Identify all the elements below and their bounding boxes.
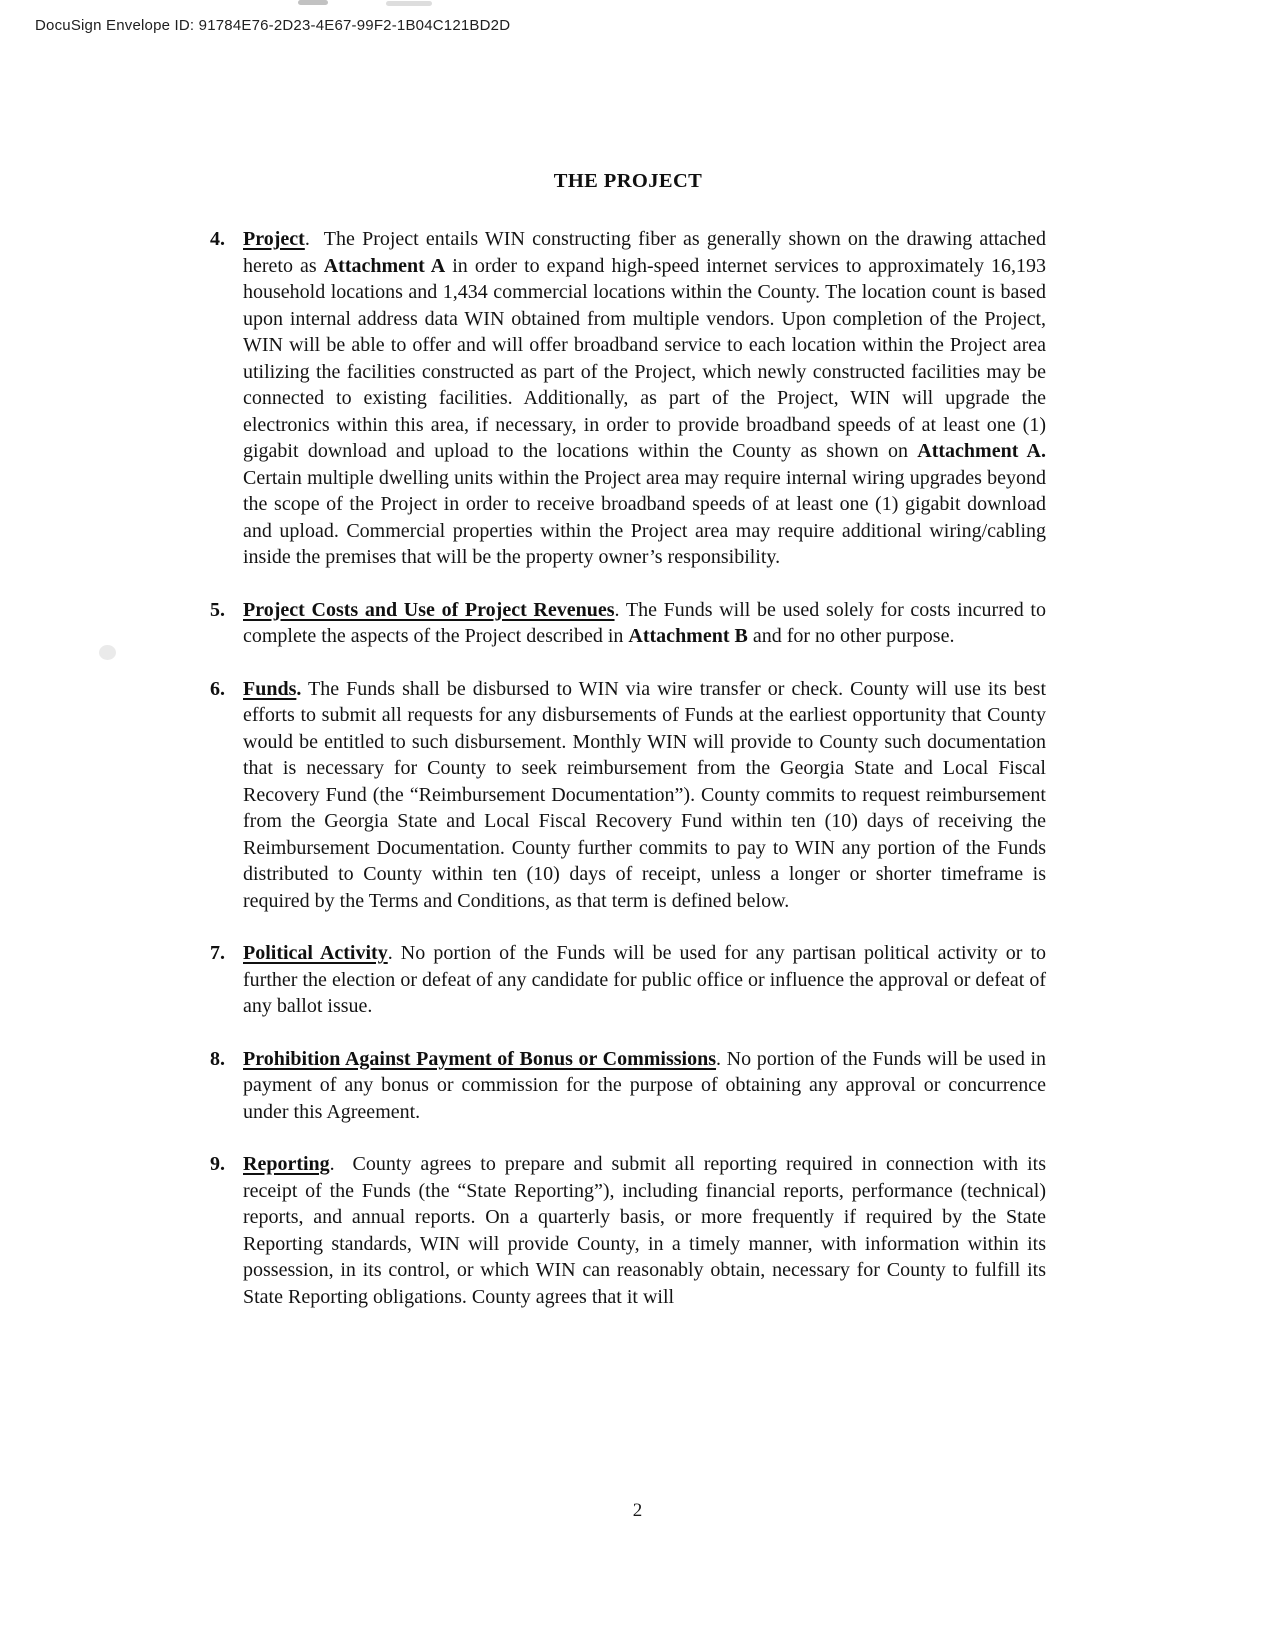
document-body [210, 170, 1046, 1336]
paragraph-bold-text: Attachment B [628, 625, 748, 647]
paragraph-heading: Funds [243, 677, 297, 700]
paragraph-plain-text: The Funds shall be disbursed to WIN via wire transfer or check. County will use its best efforts to submit all requests for any disbursements of Funds at the earliest opportunity that County would be entitled to such disbursement. Monthly WIN will provide to County such documentation that is necessary for County to seek reimbursement from the Georgia State and Local Fiscal Recovery Fund (the “Reimbursement Documentation”). County commits to request reimbursement from the Georgia State and Local Fiscal Recovery Fund within ten (10) days of receiving the Reimbursement Documentation. County further commits to pay to WIN any portion of the Funds distributed to County within ten (10) days of receipt, unless a longer or shorter timeframe is required by the Terms and Conditions, as that term is defined below. [243, 677, 1046, 912]
paragraph-number: 4. [210, 228, 225, 250]
paragraph-number: 7. [210, 942, 225, 964]
document-title: THE PROJECT [553, 170, 703, 192]
paragraph-heading: Project [243, 228, 305, 250]
paragraph-heading: Project Costs and Use of Project Revenues [243, 598, 615, 621]
paragraph [210, 226, 1046, 571]
paragraph-number: 5. [210, 598, 225, 621]
paragraph-text [243, 676, 1046, 915]
paragraph-plain-text: . The Funds will be used solely for costs incurred to complete the aspects of the Project described in [243, 598, 1046, 647]
paragraph-text [243, 1151, 1046, 1310]
paragraph-text [243, 940, 1046, 1020]
page-number: 2 [632, 1500, 643, 1521]
paragraph-bold-text: . [296, 677, 302, 700]
paragraph [210, 1151, 1046, 1310]
scan-artifact [298, 0, 328, 5]
paragraph-plain-text: and for no other purpose. [747, 625, 955, 647]
paragraph-plain-text: Certain multiple dwelling units within the Project area may require internal wiring upgrades beyond the scope of the Project in order to receive broadband speeds of at least one (1) gigabit download and upload. Commercial properties within the Project area may require additional wiring/cabling inside the premises that will be the property owner’s responsibility. [243, 466, 1046, 568]
paragraph [210, 597, 1046, 650]
paragraph-list [210, 226, 1046, 1310]
scan-artifact [99, 645, 116, 660]
paragraph-heading: Prohibition Against Payment of Bonus or Commissions [243, 1047, 717, 1070]
paragraph-heading: Political Activity [243, 942, 388, 964]
paragraph-text [243, 597, 1046, 650]
paragraph [210, 1046, 1046, 1126]
scan-artifact [386, 1, 432, 6]
paragraph [210, 676, 1046, 915]
paragraph-bold-text: Attachment A [323, 254, 446, 277]
paragraph-bold-text: Attachment A. [917, 440, 1046, 462]
paragraph-text [243, 226, 1046, 571]
paragraph-heading: Reporting [243, 1153, 330, 1175]
paragraph-plain-text: in order to expand high-speed internet services to approximately 16,193 household locations and 1,434 commercial locations within the County. The location count is based upon internal address data WIN obtained from multiple vendors. Upon completion of the Project, WIN will be able to offer and will offer broadband service to each location within the Project area utilizing the facilities constructed as part of the Project, which newly constructed facilities may be connected to existing facilities. Additionally, as part of the Project, WIN will upgrade the electronics within this area, if necessary, in order to provide broadband speeds of at least one (1) gigabit download and upload to the locations within the County as shown on [243, 254, 1046, 462]
paragraph-number: 8. [210, 1047, 225, 1070]
paragraph-number: 6. [210, 677, 225, 700]
docusign-envelope-id: DocuSign Envelope ID: 91784E76-2D23-4E67-99F2-1B04C121BD2D [35, 17, 511, 34]
paragraph-plain-text: . No portion of the Funds will be used in payment of any bonus or commission for the purpose of obtaining any approval or concurrence under this Agreement. [243, 1047, 1046, 1123]
paragraph-plain-text: . County agrees to prepare and submit all reporting required in connection with its receipt of the Funds (the “State Reporting”), including financial reports, performance (technical) reports, and annual reports. On a quarterly basis, or more frequently if required by the State Reporting standards, WIN will provide County, in a timely manner, with information within its possession, in its control, or which WIN can reasonably obtain, necessary for County to fulfill its State Reporting obligations. County agrees that it will [243, 1153, 1046, 1308]
paragraph-text [243, 1046, 1046, 1126]
paragraph-plain-text: . No portion of the Funds will be used for any partisan political activity or to further the election or defeat of any candidate for public office or influence the approval or defeat of any ballot issue. [243, 942, 1046, 1017]
paragraph [210, 940, 1046, 1020]
paragraph-plain-text: . The Project entails WIN constructing fiber as generally shown on the drawing attached hereto as [243, 228, 1046, 277]
paragraph-number: 9. [210, 1153, 225, 1175]
